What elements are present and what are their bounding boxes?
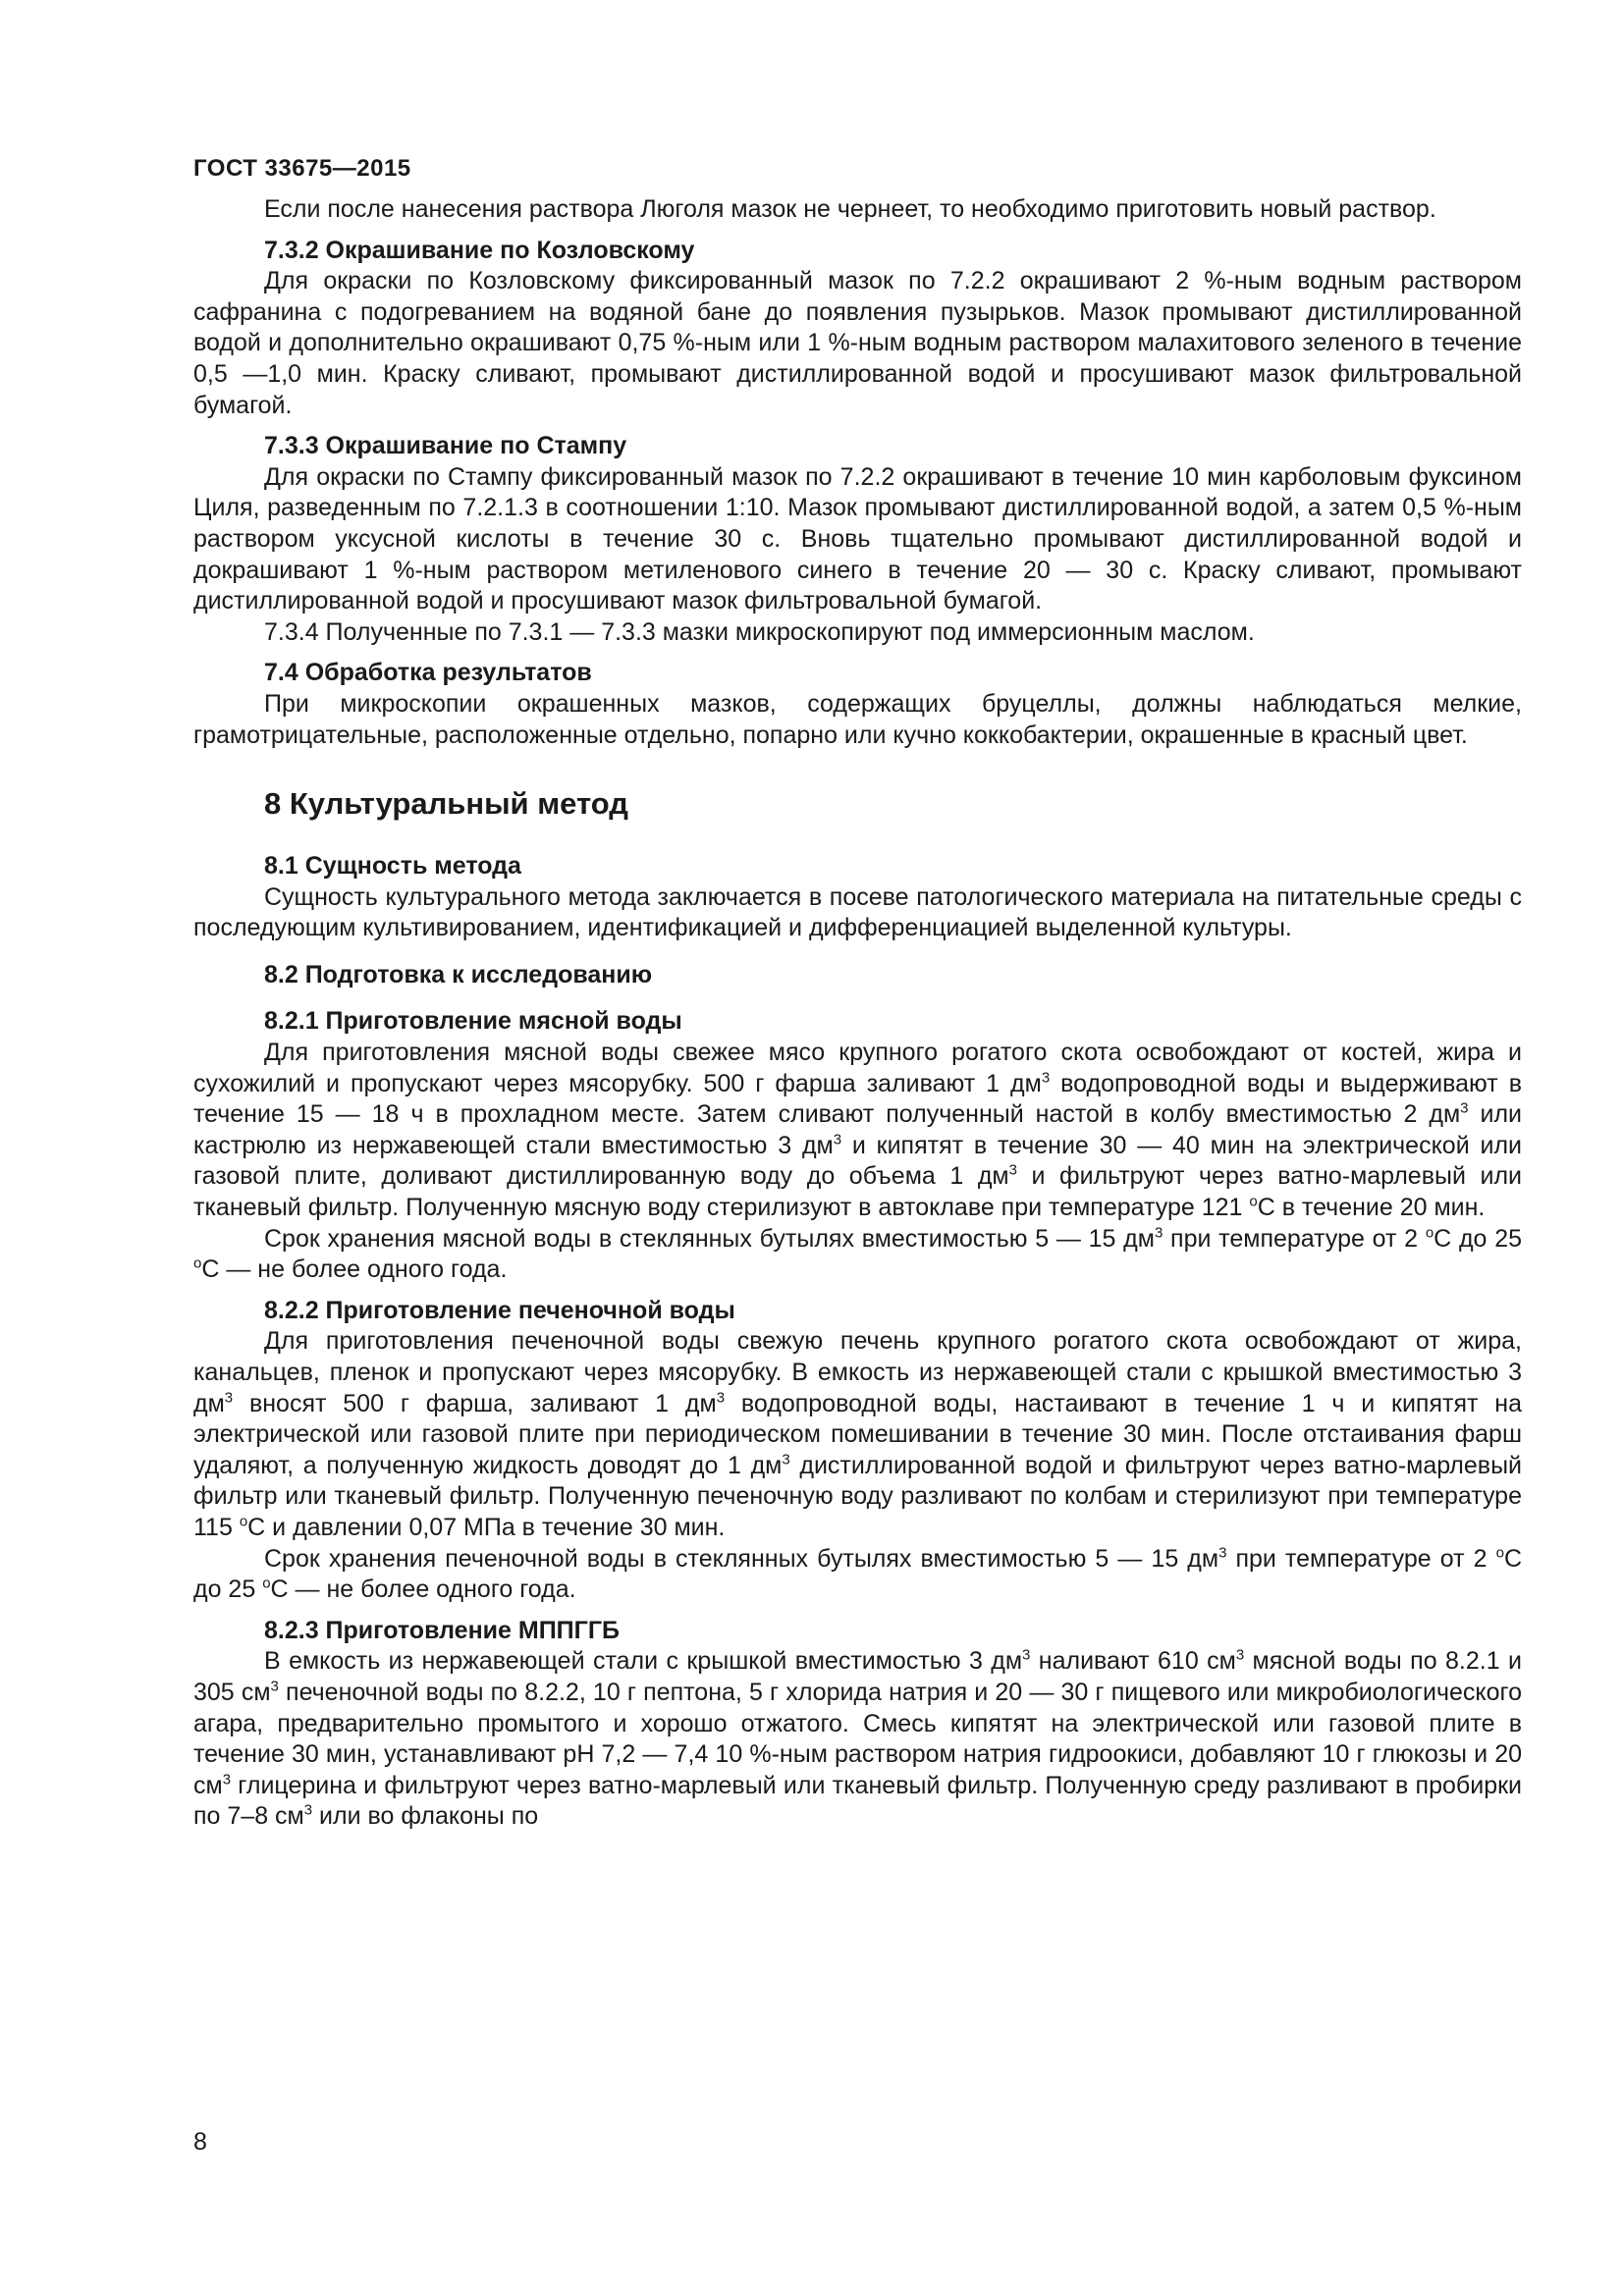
- section-8-1-title: 8.1 Сущность метода: [264, 852, 521, 881]
- section-7-3-4-text: 7.3.4 Полученные по 7.3.1 — 7.3.3 мазки микроскопируют под иммерсионным маслом.: [264, 617, 1255, 646]
- section-8-1-text: Сущность культурального метода заключается в посеве патологического материала на питательные среды с последующим культивированием, идентификацией и дифференциацией выделенной культуры.: [193, 882, 1522, 942]
- section-7-4-title: 7.4 Обработка результатов: [264, 659, 592, 687]
- section-8-2-1-title: 8.2.1 Приготовление мясной воды: [264, 1007, 682, 1036]
- section-8-2-1-paragraph-2: Срок хранения мясной воды в стеклянных бутылях вместимостью 5 — 15 $дм^3$ при температуре от 2 $^o$C до 25 $^o$C — не более одного года.: [193, 1224, 1522, 1284]
- document-code: ГОСТ 33675—2015: [193, 155, 411, 182]
- section-8-2-2-paragraph-1: Для приготовления печеночной воды свежую печень крупного рогатого скота освобождают от жира, канальцев, пленок и пропускают через мясорубку. В емкость из нержавеющей стали с крышкой вместимостью 3 $дм^3$ вносят 500 г фарша, заливают 1 $дм^3$ водопроводной воды, настаивают в течение 1 ч и кипятят на электрической или газовой плите при периодическом помешивании в течение 30 мин. После отстаивания фарш удаляют, а полученную жидкость доводят до 1 $дм^3$ дистиллированной водой и фильтруют через ватно-марлевый фильтр или тканевый фильтр. Полученную печеночную воду разливают по колбам и стерилизуют при температуре 115 $^o$C и давлении 0,07 МПа в течение 30 мин.: [193, 1327, 1522, 1541]
- section-7-3-3-text: Для окраски по Стампу фиксированный мазок по 7.2.2 окрашивают в течение 10 мин карболовым фуксином Циля, разведенным по 7.2.1.3 в соотношении 1:10. Мазок промывают дистиллированной водой, а затем 0,5 %-ным раствором уксусной кислоты в течение 30 с. Вновь тщательно промывают дистиллированной водой и докрашивают 1 %-ным раствором метиленового синего в течение 20 — 30 с. Краску сливают, промывают дистиллированной водой и просушивают мазок фильтровальной бумагой.: [193, 462, 1522, 615]
- page-number: 8: [193, 2128, 207, 2156]
- section-8-title: 8 Культуральный метод: [264, 786, 628, 822]
- section-8-2-2-title: 8.2.2 Приготовление печеночной воды: [264, 1296, 735, 1324]
- intro-paragraph: Если после нанесения раствора Люголя мазок не чернеет, то необходимо приготовить новый раствор.: [264, 195, 1436, 223]
- section-8-2-3-title: 8.2.3 Приготовление МППГГБ: [264, 1616, 620, 1644]
- section-8-2-3-paragraph-1: В емкость из нержавеющей стали с крышкой вместимостью 3 $дм^3$ наливают 610 $см^3$ мясной воды по 8.2.1 и 305 $см^3$ печеночной воды по 8.2.2, 10 г пептона, 5 г хлорида натрия и 20 — 30 г пищевого или микробиологического агара, предварительно промытого и хорошо отжатого. Смесь кипятят на электрической или газовой плите в течение 30 мин, устанавливают рН 7,2 — 7,4 10 %-ным раствором натрия гидроокиси, добавляют 10 г глюкозы и 20 $см^3$ глицерина и фильтруют через ватно-марлевый или тканевый фильтр. Полученную среду разливают в пробирки по 7–8 $см^3$ или во флаконы по: [193, 1647, 1522, 1831]
- section-8-2-1-paragraph-1: Для приготовления мясной воды свежее мясо крупного рогатого скота освобождают от костей, жира и сухожилий и пропускают через мясорубку. 500 г фарша заливают 1 $дм^3$ водопроводной воды и выдерживают в течение 15 — 18 ч в прохладном месте. Затем сливают полученный настой в колбу вместимостью 2 $дм^3$ или кастрюлю из нержавеющей стали вместимостью 3 $дм^3$ и кипятят в течение 30 — 40 мин на электрической или газовой плите, доливают дистиллированную воду до объема 1 $дм^3$ и фильтруют через ватно-марлевый или тканевый фильтр. Полученную мясную воду стерилизуют в автоклаве при температуре 121 $^o$C в течение 20 мин.: [193, 1039, 1522, 1222]
- section-7-3-2-text: Для окраски по Козловскому фиксированный мазок по 7.2.2 окрашивают 2 %-ным водным раствором сафранина с подогреванием на водяной бане до появления пузырьков. Мазок промывают дистиллированной водой и дополнительно окрашивают 0,75 %-ным или 1 %-ным водным раствором малахитового зеленого в течение 0,5 —1,0 мин. Краску сливают, промывают дистиллированной водой и просушивают мазок фильтровальной бумагой.: [193, 267, 1522, 419]
- section-8-2-2-paragraph-2: Срок хранения печеночной воды в стеклянных бутылях вместимостью 5 — 15 $дм^3$ при температуре от 2 $^o$C до 25 $^o$C — не более одного года.: [193, 1544, 1522, 1604]
- section-7-3-3-title: 7.3.3 Окрашивание по Стампу: [264, 432, 627, 460]
- section-7-4-text: При микроскопии окрашенных мазков, содержащих бруцеллы, должны наблюдаться мелкие, грамотрицательные, расположенные отдельно, попарно или кучно коккобактерии, окрашенные в красный цвет.: [193, 689, 1522, 749]
- section-8-2-title: 8.2 Подготовка к исследованию: [264, 960, 653, 988]
- section-7-3-2-title: 7.3.2 Окрашивание по Козловскому: [264, 236, 695, 264]
